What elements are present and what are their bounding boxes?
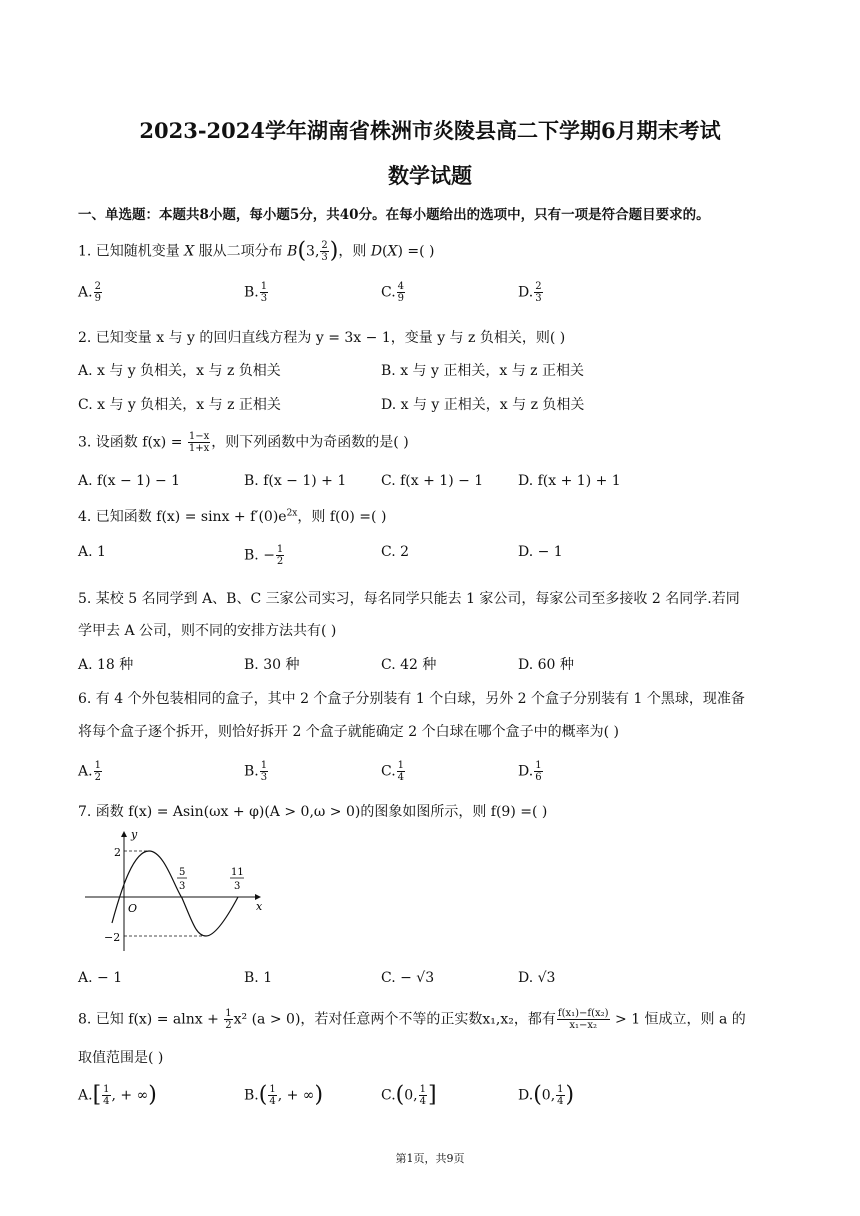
question-8-option-b[interactable]: B.( $\frac{1}{4}$ , + ∞)	[244, 1082, 324, 1108]
question-6-option-b[interactable]: B. $\frac{1}{3}$	[244, 760, 268, 783]
question-4-stem: 4. 已知函数 $f(x) = \sin x + f'(0)e^{2x}$，则 f(0) =( )	[78, 508, 387, 525]
y-max-label: 2	[114, 846, 121, 859]
question-5-stem-line1: 5. 某校 5 名同学到 A、B、C 三家公司实习，每名同学只能去 1 家公司，每家公司至多接收 2 名同学.若同	[78, 591, 740, 607]
question-4-option-a[interactable]: A. 1	[78, 544, 106, 560]
x-axis-label: x	[256, 900, 263, 913]
question-4-option-b[interactable]: B. − $\frac{1}{2}$	[244, 544, 284, 567]
question-3-stem: 3. 设函数 f(x) = $\frac{1-x}{1+x}$ ，则下列函数中为奇函数的是( )	[78, 431, 409, 454]
question-6-stem-line2: 将每个盒子逐个拆开，则恰好拆开 2 个盒子就能确定 2 个白球在哪个盒子中的概率为( )	[78, 724, 619, 740]
y-axis-label: y	[131, 828, 138, 841]
y-min-label: −2	[104, 931, 121, 944]
question-7-option-d[interactable]: D. √3	[518, 970, 556, 986]
exam-subtitle: 数学试题	[388, 163, 472, 188]
question-5-option-c[interactable]: C. 42 种	[381, 657, 437, 673]
tick1-den: 3	[179, 881, 186, 892]
question-7-option-c[interactable]: C. − √3	[381, 970, 435, 986]
question-8-option-a[interactable]: A.[ $\frac{1}{4}$ , + ∞)	[78, 1082, 157, 1108]
question-8-option-d[interactable]: D.(0, $\frac{1}{4}$ )	[518, 1082, 575, 1108]
section-header: 一、单选题：本题共8小题，每小题5分，共40分。在每小题给出的选项中，只有一项是符合题目要求的。	[78, 207, 710, 223]
question-2-option-d[interactable]: D. x 与 y 正相关，x 与 z 负相关	[381, 397, 585, 413]
question-2-stem: 2. 已知变量 x 与 y 的回归直线方程为 y = 3x − 1，变量 y 与 z 负相关，则( )	[78, 330, 566, 346]
question-7-option-a[interactable]: A. − 1	[78, 970, 123, 986]
question-3-option-d[interactable]: D. f(x + 1) + 1	[518, 473, 621, 489]
question-2-option-a[interactable]: A. x 与 y 负相关，x 与 z 负相关	[78, 363, 281, 379]
sine-curve	[112, 851, 241, 936]
question-3-option-c[interactable]: C. f(x + 1) − 1	[381, 473, 484, 489]
exam-title: 2023-2024学年湖南省株洲市炎陵县高二下学期6月期末考试	[139, 118, 721, 143]
origin-label: O	[128, 902, 138, 915]
question-1-option-b[interactable]: B. $\frac{1}{3}$	[244, 281, 268, 304]
question-6-option-c[interactable]: C. $\frac{1}{4}$	[381, 760, 405, 783]
question-1-option-c[interactable]: C. $\frac{4}{9}$	[381, 281, 405, 304]
question-5-option-d[interactable]: D. 60 种	[518, 657, 574, 673]
page-footer: 第1页，共9页	[395, 1152, 465, 1165]
question-1-option-a[interactable]: A. $\frac{2}{9}$	[78, 281, 101, 304]
question-7-stem: 7. 函数 f(x) = Asin(ωx + φ)(A > 0,ω > 0)的图象如图所示，则 f(9) =( )	[78, 804, 548, 820]
question-8-option-c[interactable]: C.(0, $\frac{1}{4}$ ]	[381, 1082, 437, 1108]
question-4-option-c[interactable]: C. 2	[381, 544, 410, 560]
tick2-num: 11	[231, 867, 244, 878]
question-5-option-b[interactable]: B. 30 种	[244, 657, 300, 673]
question-4-option-d[interactable]: D. − 1	[518, 544, 563, 560]
question-6-option-d[interactable]: D. $\frac{1}{6}$	[518, 760, 542, 783]
tick2-den: 3	[234, 881, 241, 892]
tick1-num: 5	[179, 867, 186, 878]
question-6-stem-line1: 6. 有 4 个外包装相同的盒子，其中 2 个盒子分别装有 1 个白球，另外 2 个盒子分别装有 1 个黑球，现准备	[78, 691, 745, 707]
question-7-option-b[interactable]: B. 1	[244, 970, 273, 986]
question-3-option-a[interactable]: A. f(x − 1) − 1	[78, 473, 181, 489]
question-5-stem-line2: 学甲去 A 公司，则不同的安排方法共有( )	[78, 623, 337, 639]
question-2-option-c[interactable]: C. x 与 y 负相关，x 与 z 正相关	[78, 397, 281, 413]
question-6-option-a[interactable]: A. $\frac{1}{2}$	[78, 760, 101, 783]
sine-graph	[82, 826, 272, 956]
question-5-option-a[interactable]: A. 18 种	[78, 657, 134, 673]
question-2-option-b[interactable]: B. x 与 y 正相关，x 与 z 正相关	[381, 363, 584, 379]
question-1-option-d[interactable]: D. $\frac{2}{3}$	[518, 281, 542, 304]
question-8-stem-line2: 取值范围是( )	[78, 1050, 164, 1066]
question-8-stem-line1: 8. 已知 f(x) = alnx + $\frac{1}{2}$ x² (a > 0)，若对任意两个不等的正实数x₁,x₂，都有 $\frac{\text{f(x₁)−f(x₂)}}{\text{x₁−x₂}}$ > 1 恒成立，则 a 的	[78, 1008, 746, 1031]
question-1-stem: 1. 已知随机变量 X 服从二项分布 B(3, $\frac{2}{3}$ )，则 D(X) =( )	[78, 238, 435, 264]
question-3-option-b[interactable]: B. f(x − 1) + 1	[244, 473, 347, 489]
